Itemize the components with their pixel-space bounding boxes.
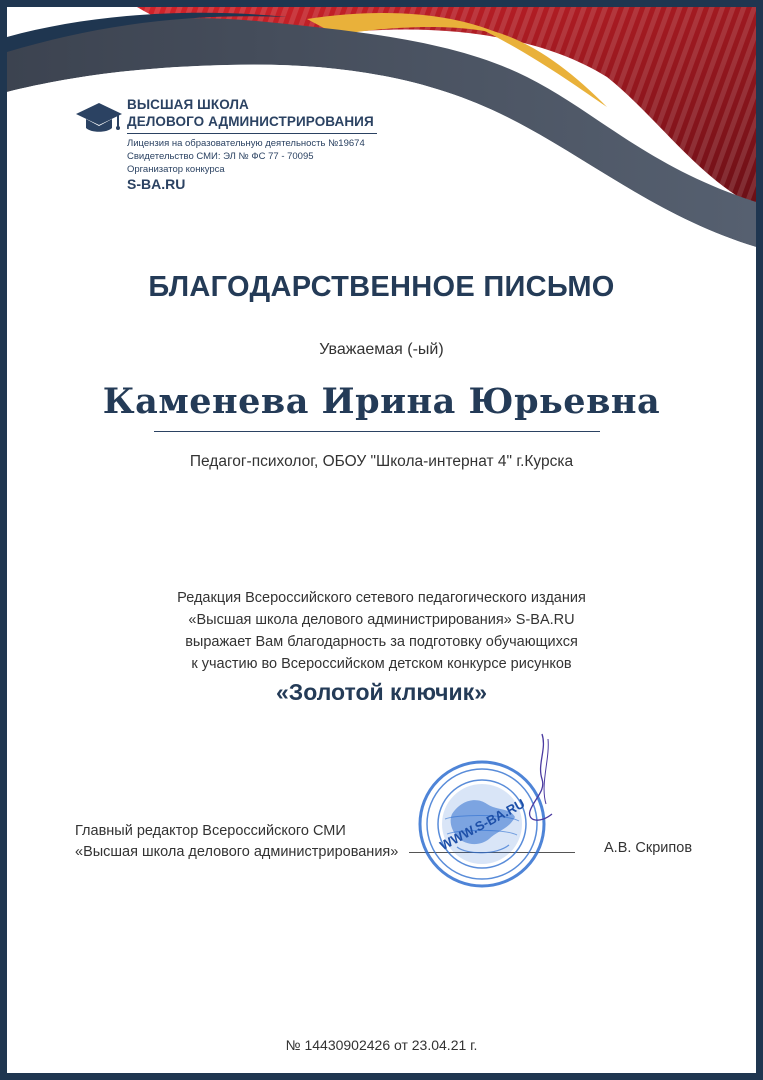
signer-title-line: Главный редактор Всероссийского СМИ xyxy=(75,823,346,839)
logo-title-line2: ДЕЛОВОГО АДМИНИСТРИРОВАНИЯ xyxy=(127,114,374,129)
gratitude-line: Редакция Всероссийского сетевого педагогического издания xyxy=(177,590,586,606)
gratitude-text xyxy=(7,587,756,675)
gratitude-line: «Высшая школа делового администрирования» S-BA.RU xyxy=(188,612,575,628)
graduation-cap-icon xyxy=(75,101,123,137)
license-text: Лицензия на образовательную деятельность №19674 xyxy=(127,138,365,149)
stamp-text: WWW.S-BA.RU xyxy=(437,795,528,854)
signer-title xyxy=(75,821,398,863)
signature-mark xyxy=(512,729,572,829)
media-certificate-text: Свидетельство СМИ: ЭЛ № ФС 77 - 70095 xyxy=(127,151,314,162)
signer-title-line: «Высшая школа делового администрирования» xyxy=(75,844,399,860)
recipient-position: Педагог-психолог, ОБОУ "Школа-интернат 4" г.Курска xyxy=(189,453,574,470)
organizer-text: Организатор конкурса xyxy=(127,164,225,175)
recipient-name: Каменева Ирина Юрьевна xyxy=(102,381,661,422)
site-name: S-BA.RU xyxy=(127,176,186,192)
contest-name: «Золотой ключик» xyxy=(276,679,487,705)
logo-divider xyxy=(127,133,377,134)
name-underline xyxy=(154,431,600,432)
gratitude-line: к участию во Всероссийском детском конкурсе рисунков xyxy=(191,656,572,672)
document-title: БЛАГОДАРСТВЕННОЕ ПИСЬМО xyxy=(148,271,615,303)
certificate-sheet xyxy=(7,7,756,1073)
greeting: Уважаемая (-ый) xyxy=(319,341,444,358)
gratitude-line: выражает Вам благодарность за подготовку обучающихся xyxy=(185,634,578,650)
document-number: № 14430902426 от 23.04.21 г. xyxy=(285,1037,478,1053)
logo-title-line1: ВЫСШАЯ ШКОЛА xyxy=(127,97,249,112)
signer-name: А.В. Скрипов xyxy=(604,840,693,856)
